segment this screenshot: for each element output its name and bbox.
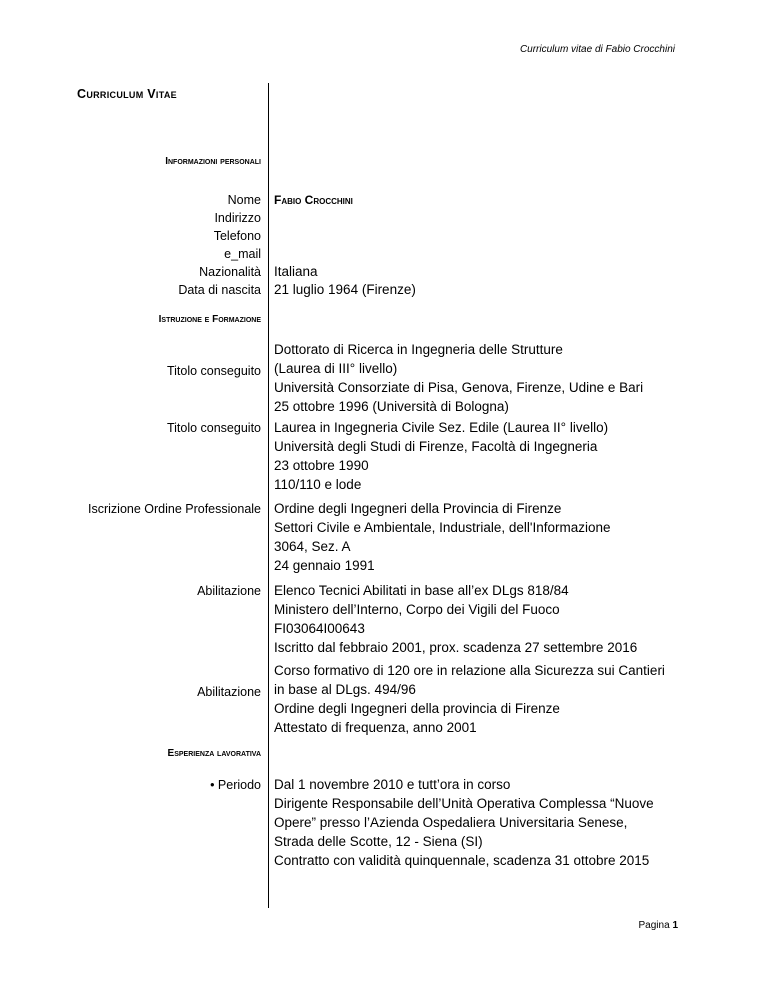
value-nascita: 21 luglio 1964 (Firenze) <box>274 282 416 297</box>
entry-line: Laurea in Ingegneria Civile Sez. Edile (Laurea II° livello) <box>274 420 609 435</box>
entry-line: Attestato di frequenza, anno 2001 <box>274 720 477 735</box>
entry-line: 24 gennaio 1991 <box>274 558 375 573</box>
entry-line: Settori Civile e Ambientale, Industriale, dell'Informazione <box>274 520 611 535</box>
entry-line: Dottorato di Ricerca in Ingegneria delle Strutture <box>274 342 563 357</box>
running-header: Curriculum vitae di Fabio Crocchini <box>519 44 675 55</box>
entry-line: 110/110 e lode <box>274 477 362 492</box>
page-number: 1 <box>672 920 678 931</box>
entry-line: Università Consorziate di Pisa, Genova, Firenze, Udine e Bari <box>274 380 644 395</box>
label-indirizzo: Indirizzo <box>214 211 261 225</box>
entry-line: Ordine degli Ingegneri della Provincia di Firenze <box>274 501 562 516</box>
label-nascita: Data di nascita <box>178 283 261 297</box>
column-divider <box>268 83 269 908</box>
entry-line: 3064, Sez. A <box>274 539 351 554</box>
document-title: Curriculum Vitae <box>77 87 177 101</box>
entry-line: 23 ottobre 1990 <box>274 458 369 473</box>
label-titolo-1: Titolo conseguito <box>166 364 261 378</box>
entry-line: Università degli Studi di Firenze, Facoltà di Ingegneria <box>274 439 598 454</box>
section-heading-education: Istruzione e Formazione <box>158 314 261 325</box>
entry-line: Contratto con validità quinquennale, scadenza 31 ottobre 2015 <box>274 853 650 868</box>
label-telefono: Telefono <box>213 229 261 243</box>
entry-line: Ministero dell’Interno, Corpo dei Vigili del Fuoco <box>274 602 560 617</box>
entry-ordine <box>274 499 611 575</box>
entry-line: (Laurea di III° livello) <box>274 361 398 376</box>
value-nome: Fabio Crocchini <box>274 193 353 207</box>
entry-dottorato <box>274 340 643 416</box>
entry-line: Elenco Tecnici Abilitati in base all’ex DLgs 818/84 <box>274 583 569 598</box>
page-label: Pagina <box>638 920 670 931</box>
entry-line: Dirigente Responsabile dell’Unità Operativa Complessa “Nuove <box>274 796 654 811</box>
label-abilitazione-1: Abilitazione <box>197 584 261 598</box>
page-footer <box>639 920 678 931</box>
section-heading-personal: Informazioni personali <box>165 156 261 167</box>
entry-abilitazione-vvf <box>274 581 637 657</box>
entry-esperienza <box>274 775 654 870</box>
entry-line: Strada delle Scotte, 12 - Siena (SI) <box>274 834 483 849</box>
entry-line: Opere” presso l’Azienda Ospedaliera Universitaria Senese, <box>274 815 628 830</box>
label-nome: Nome <box>227 193 261 207</box>
entry-abilitazione-sicurezza <box>274 661 665 737</box>
label-titolo-2: Titolo conseguito <box>166 421 261 435</box>
label-nazionalita: Nazionalità <box>199 265 261 279</box>
entry-line: Dal 1 novembre 2010 e tutt’ora in corso <box>274 777 511 792</box>
label-periodo: • Periodo <box>210 778 261 792</box>
label-abilitazione-2: Abilitazione <box>197 685 261 699</box>
label-email: e_mail <box>224 247 261 261</box>
value-nazionalita: Italiana <box>274 264 318 279</box>
entry-line: in base al DLgs. 494/96 <box>274 682 416 697</box>
entry-line: Corso formativo di 120 ore in relazione alla Sicurezza sui Cantieri <box>274 663 665 678</box>
entry-line: Iscritto dal febbraio 2001, prox. scadenza 27 settembre 2016 <box>274 640 638 655</box>
entry-line: 25 ottobre 1996 (Università di Bologna) <box>274 399 509 414</box>
section-heading-experience: Esperienza lavorativa <box>167 748 261 759</box>
entry-line: Ordine degli Ingegneri della provincia di Firenze <box>274 701 560 716</box>
entry-line: FI03064I00643 <box>274 621 365 636</box>
label-iscrizione: Iscrizione Ordine Professionale <box>88 502 261 516</box>
entry-laurea <box>274 418 608 494</box>
